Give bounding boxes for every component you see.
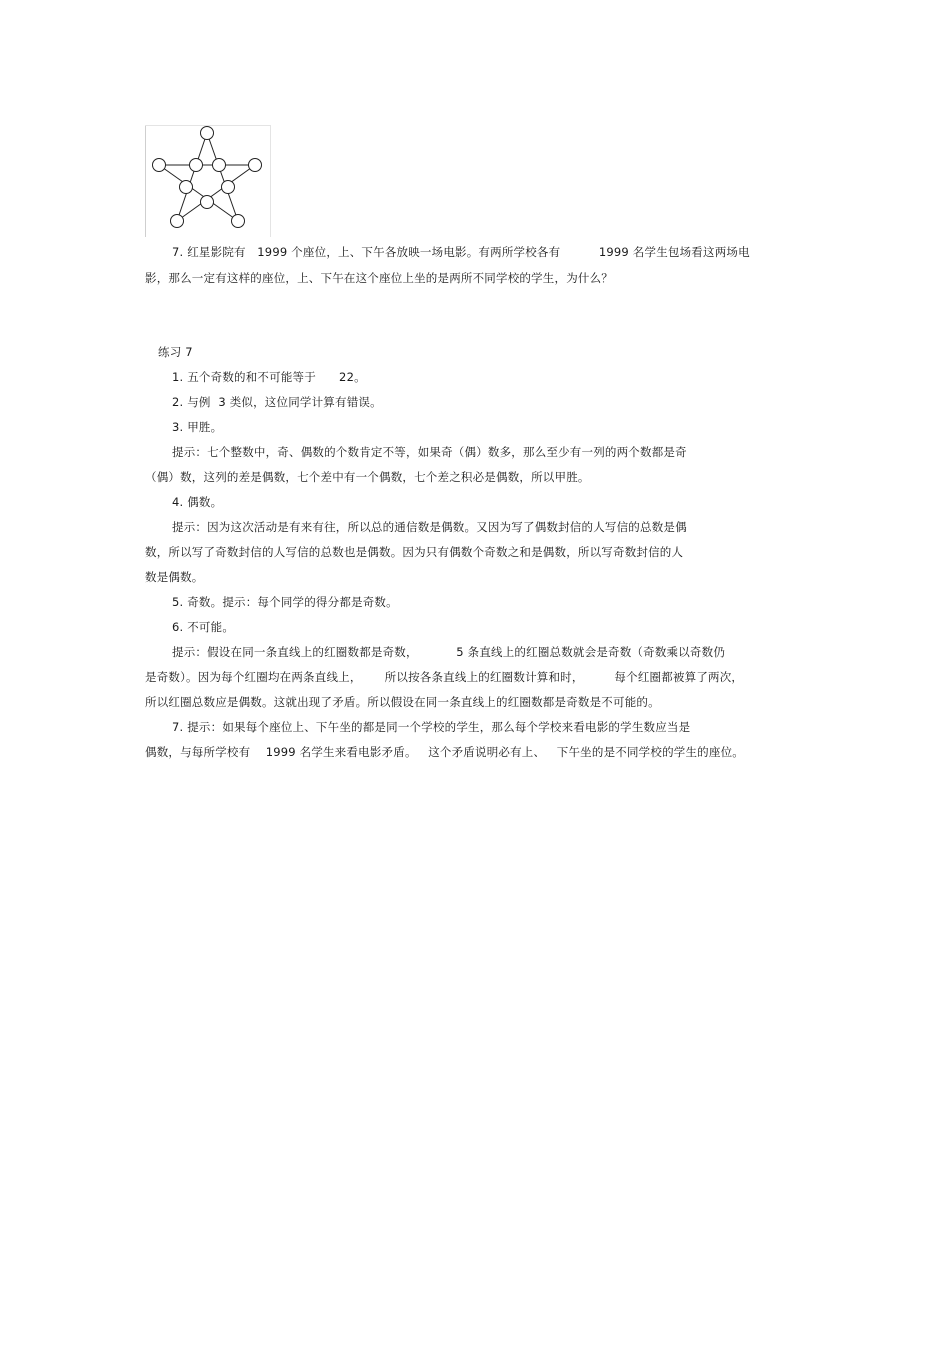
answer-line: 提示：七个整数中，奇、偶数的个数肯定不等，如果奇（偶）数多，那么至少有一列的两个数都是奇 <box>172 445 687 459</box>
problem7-line-2: 影，那么一定有这样的座位，上、下午在这个座位上坐的是两所不同学校的学生，为什么？ <box>145 271 613 285</box>
star-line <box>207 133 238 221</box>
answer-line: 提示：假设在同一条直线上的红圈数都是奇数， 5 条直线上的红圈总数就会是奇数（奇数乘以奇数仍 <box>172 645 726 659</box>
answer-line: （偶）数，这列的差是偶数，七个差中有一个偶数，七个差之积必是偶数，所以甲胜。 <box>145 470 590 484</box>
answer-line: 偶数，与每所学校有 1999 名学生来看电影矛盾。 这个矛盾说明必有上、 下午坐的是不同学校的学生的座位。 <box>145 745 744 759</box>
answer-line: 4. 偶数。 <box>172 495 223 509</box>
circle-node <box>190 159 203 172</box>
problem7-line-1: 7. 红星影院有 1999 个座位，上、下午各放映一场电影。有两所学校各有 1999 名学生包场看这两场电 <box>172 245 750 259</box>
circle-node <box>180 181 193 194</box>
circle-node <box>201 127 214 140</box>
circle-node <box>222 181 235 194</box>
answer-line: 所以红圈总数应是偶数。这就出现了矛盾。所以假设在同一条直线上的红圈数都是奇数是不可能的。 <box>145 695 660 709</box>
circle-node <box>213 159 226 172</box>
circle-node <box>201 196 214 209</box>
circle-node <box>171 215 184 228</box>
star-diagram <box>145 125 271 237</box>
answer-line: 7. 提示：如果每个座位上、下午坐的都是同一个学校的学生，那么每个学校来看电影的学生数应当是 <box>172 720 691 734</box>
answer-line: 数是偶数。 <box>145 570 204 584</box>
exercise-title: 练习 7 <box>158 345 193 359</box>
answer-line: 2. 与例 3 类似，这位同学计算有错误。 <box>172 395 382 409</box>
circle-node <box>249 159 262 172</box>
circle-node <box>153 159 166 172</box>
answer-line: 3. 甲胜。 <box>172 420 223 434</box>
answer-line: 5. 奇数。提示：每个同学的得分都是奇数。 <box>172 595 398 609</box>
star-diagram-svg <box>145 125 271 237</box>
answer-line: 数，所以写了奇数封信的人写信的总数也是偶数。因为只有偶数个奇数之和是偶数，所以写奇数封信的人 <box>145 545 684 559</box>
answer-line: 6. 不可能。 <box>172 620 235 634</box>
answer-line: 1. 五个奇数的和不可能等于 22。 <box>172 370 366 384</box>
star-line <box>177 133 207 221</box>
answer-line: 是奇数）。因为每个红圈均在两条直线上， 所以按各条直线上的红圈数计算和时， 每个红圈都被算了两次， <box>145 670 744 684</box>
answer-line: 提示：因为这次活动是有来有往，所以总的通信数是偶数。又因为写了偶数封信的人写信的总数是偶 <box>172 520 687 534</box>
circle-node <box>232 215 245 228</box>
